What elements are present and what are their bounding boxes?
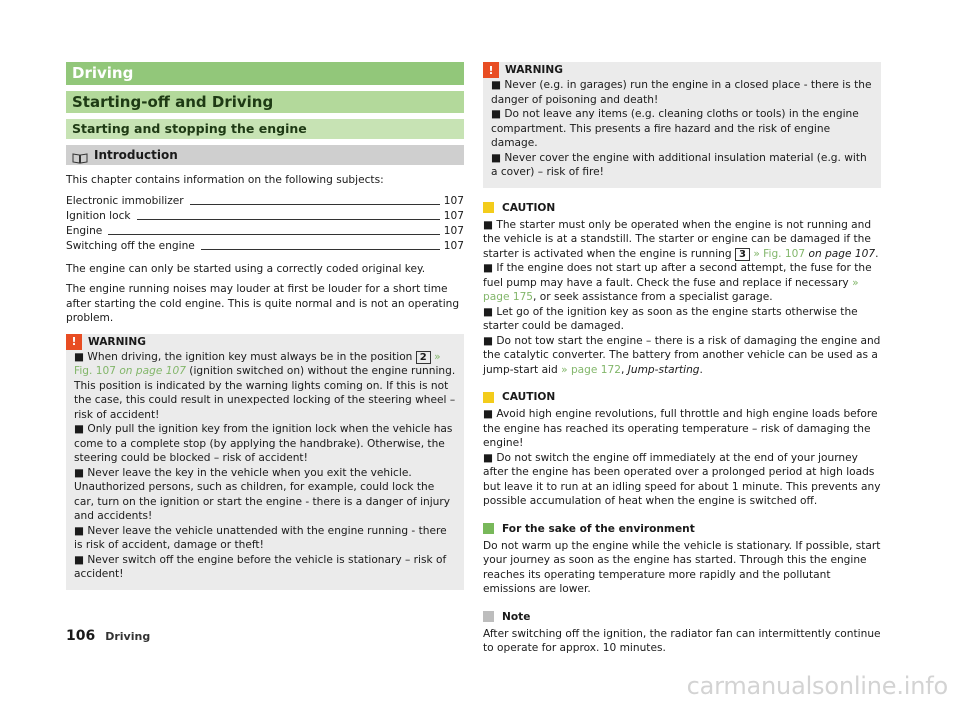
warning-item: ■ Never leave the vehicle unattended with the engine running - there is risk of accident, damage or theft!: [74, 524, 447, 551]
chapter-heading: Driving: [66, 62, 464, 85]
warning-box-right: [483, 62, 881, 188]
toc-item[interactable]: [66, 224, 464, 239]
caution-icon: [483, 202, 494, 213]
open-book-icon: [72, 150, 88, 161]
jump-starting-reference: Jump-starting: [627, 363, 700, 376]
page-link[interactable]: » page 172: [561, 363, 621, 376]
info-icon: [483, 611, 494, 622]
watermark: carmanualsonline.info: [686, 672, 948, 700]
caution-item: ■ Let go of the ignition key as soon as the engine starts otherwise the starter could be damaged.: [483, 305, 858, 332]
figure-link[interactable]: » Fig. 107: [749, 247, 806, 260]
caution-block-2: [483, 389, 881, 509]
leaf-icon: [483, 523, 494, 534]
footer-chapter-name: Driving: [105, 630, 151, 643]
position-number: 2: [416, 351, 431, 364]
page-number: 106: [66, 628, 96, 644]
toc-item[interactable]: [66, 209, 464, 224]
introduction-heading: [66, 145, 464, 165]
caution-header: [483, 389, 881, 405]
warning-title: WARNING: [88, 335, 146, 348]
warning-header: [483, 62, 873, 78]
environment-title: For the sake of the environment: [502, 522, 695, 535]
warning-item: ■ Never switch off the engine before the vehicle is stationary – risk of accident!: [74, 553, 447, 580]
page-footer: [66, 628, 150, 644]
warning-header: [66, 334, 456, 350]
environment-block: [483, 521, 881, 597]
caution-item: ■ Do not switch the engine off immediately at the end of your journey after the engine has been operated over a prolonged period at high loads but leave it to run at an idling speed for about 1 minute. This prevents any possible accumulation of heat when the engine is switched off.: [483, 451, 881, 507]
intro-lead: This chapter contains information on the following subjects:: [66, 174, 384, 186]
warning-item: ■ Never leave the key in the vehicle when you exit the vehicle. Unauthorized persons, such as children, for example, could lock the car, turn on the ignition or start the engine - there is a danger of injury and accidents!: [74, 466, 451, 522]
introduction-title: Introduction: [94, 148, 178, 162]
caution-block-1: [483, 200, 881, 378]
toc-label: Ignition lock: [66, 209, 131, 222]
section-heading: Starting-off and Driving: [66, 91, 464, 113]
caution-item: ■ If the engine does not start up after a second attempt, the fuse for the fuel pump may have a fault. Check the fuse and replace if necessary » page 175, or seek assistance from a specialist garage.: [483, 262, 872, 303]
warning-item: ■ Only pull the ignition key from the ignition lock when the vehicle has come to a complete stop (by applying the handbrake). Otherwise, the steering could be blocked – risk of accident!: [74, 423, 453, 464]
warning-item: ■ Never (e.g. in garages) run the engine in a closed place - there is the danger of poisoning and death!: [491, 79, 872, 106]
position-number: 3: [735, 248, 750, 261]
caution-title: CAUTION: [502, 201, 556, 214]
page-reference: on page 107: [805, 247, 876, 260]
intro-paragraph-1: The engine can only be started using a correctly coded original key.: [66, 262, 426, 275]
caution-item: ■ Avoid high engine revolutions, full throttle and high engine loads before the engine has reached its operating temperature – risk of damaging the engine!: [483, 408, 878, 449]
toc-page: 107: [443, 194, 464, 207]
figure-link[interactable]: » Fig. 107: [74, 350, 441, 377]
caution-header: [483, 200, 881, 216]
warning-title: WARNING: [505, 64, 563, 76]
toc-page: 107: [443, 224, 464, 237]
warning-icon: !: [66, 334, 82, 350]
left-column: [66, 62, 464, 590]
warning-icon: !: [483, 62, 499, 78]
caution-icon: [483, 392, 494, 403]
note-header: [483, 609, 881, 625]
page-reference[interactable]: on page 107: [115, 365, 186, 377]
warning-item: ■ Do not leave any items (e.g. cleaning cloths or tools) in the engine compartment. This presents a fire hazard and the risk of engine damage.: [491, 108, 859, 149]
right-column: [483, 62, 881, 668]
table-of-contents: [66, 194, 464, 254]
warning-item: ■ Never cover the engine with additional insulation material (e.g. with a cover) – risk of fire!: [491, 151, 867, 178]
toc-label: Switching off the engine: [66, 239, 195, 252]
toc-label: Electronic immobilizer: [66, 194, 184, 207]
caution-item: ■ Do not tow start the engine – there is a risk of damaging the engine and the catalytic converter. The battery from another vehicle can be used as a jump-start aid » page 172, Jump-starting.: [483, 334, 881, 376]
toc-page: 107: [443, 209, 464, 222]
warning-item: ■ When driving, the ignition key must always be in the position 2 » Fig. 107 on page 107 (ignition switched on) without the engine running. This position is indicated by the warning lights coming on. If this is not the case, this could result in unexpected locking of the steering wheel – risk of accident!: [74, 350, 456, 421]
subsection-heading: Starting and stopping the engine: [66, 119, 464, 139]
note-block: [483, 609, 881, 656]
intro-paragraph-2: The engine running noises may louder at first be louder for a short time after starting the cold engine. This is quite normal and is not an operating problem.: [66, 283, 460, 324]
environment-text: Do not warm up the engine while the vehicle is stationary. If possible, start your journey as soon as the engine has started. Through this the engine reaches its operating temperature more rapidly and the pollutant emissions are lower.: [483, 539, 881, 595]
note-text: After switching off the ignition, the radiator fan can intermittently continue to operate for approx. 10 minutes.: [483, 627, 881, 654]
page-link[interactable]: » page 175: [483, 276, 859, 303]
toc-label: Engine: [66, 224, 103, 237]
warning-box-left: [66, 334, 464, 590]
toc-page: 107: [443, 239, 464, 252]
caution-item: ■ The starter must only be operated when the engine is not running and the vehicle is at a standstill. The starter or engine can be damaged if the starter is activated when the engine is running 3 » Fig. 107 on page 107.: [483, 218, 879, 260]
caution-title: CAUTION: [502, 391, 556, 403]
toc-item[interactable]: [66, 194, 464, 209]
environment-header: [483, 521, 881, 537]
note-title: Note: [502, 610, 531, 623]
toc-item[interactable]: [66, 239, 464, 254]
